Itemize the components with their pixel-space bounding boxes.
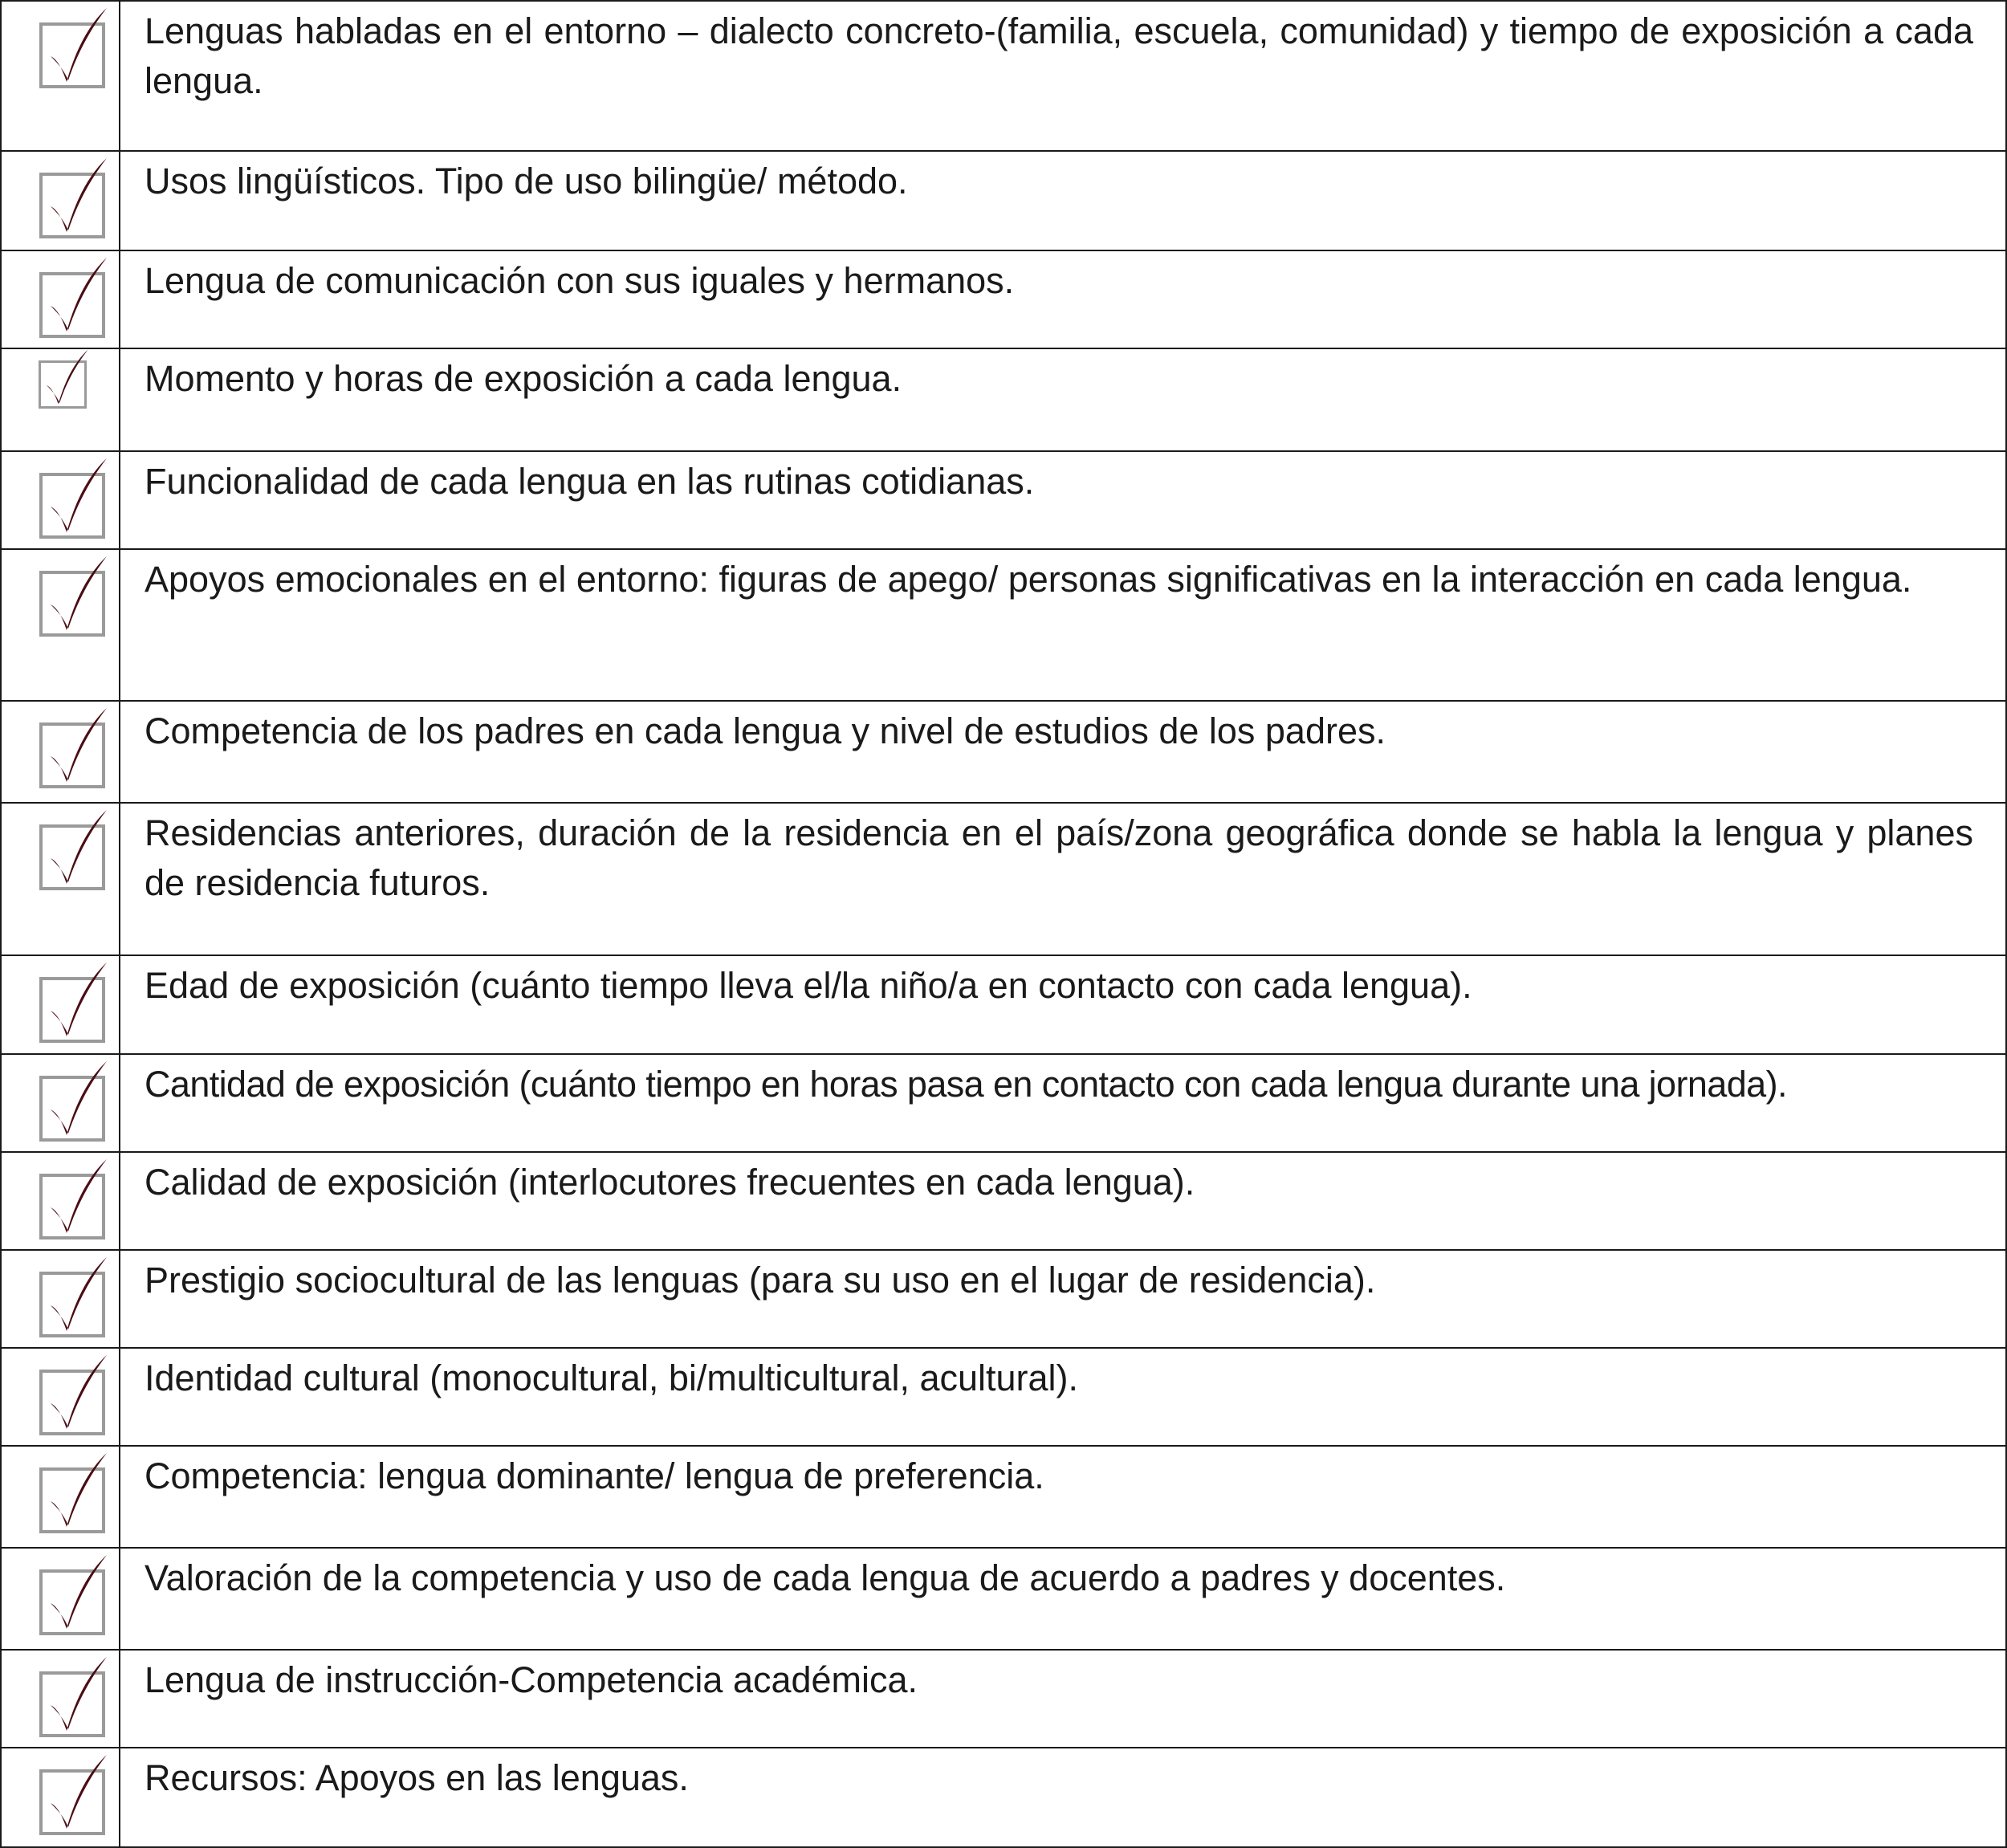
item-text: Valoración de la competencia y uso de cada lengua de acuerdo a padres y docentes. [120,1548,2006,1650]
checkbox[interactable] [39,1272,105,1337]
checkbox[interactable] [39,173,105,238]
checkmark-icon [47,961,108,1041]
item-text: Funcionalidad de cada lengua en las rutinas cotidianas. [120,451,2006,549]
checkbox-cell [1,701,120,803]
checklist-row [1,250,2006,348]
checklist-row [1,1748,2006,1847]
checkbox[interactable] [39,1076,105,1142]
checklist-row [1,1250,2006,1348]
checkmark-icon [47,256,108,336]
checkbox[interactable] [39,272,105,338]
item-text: Lengua de instrucción-Competencia académica. [120,1650,2006,1748]
item-text: Residencias anteriores, duración de la residencia en el país/zona geográfica donde se habla la lengua y planes de residencia futuros. [120,803,2006,955]
checkbox-cell [1,151,120,250]
checkmark-icon [47,1451,108,1532]
checkmark-icon [47,1553,108,1634]
checkbox-cell [1,1054,120,1152]
checkmark-icon [47,1060,108,1140]
item-text: Momento y horas de exposición a cada lengua. [120,348,2006,451]
checkbox[interactable] [39,1467,105,1533]
item-text: Cantidad de exposición (cuánto tiempo en horas pasa en contacto con cada lengua durante una jornada). [120,1054,2006,1152]
checkbox[interactable] [39,360,87,409]
checkbox[interactable] [39,977,105,1043]
checkbox-cell [1,1650,120,1748]
checklist-row [1,701,2006,803]
checklist-body [1,1,2006,1847]
checklist-row [1,549,2006,701]
checkbox[interactable] [39,824,105,890]
checklist-row [1,803,2006,955]
checklist-row [1,1152,2006,1250]
item-text: Competencia: lengua dominante/ lengua de preferencia. [120,1446,2006,1548]
checkbox[interactable] [39,1671,105,1737]
checklist-row [1,1054,2006,1152]
checklist-row [1,1,2006,151]
item-text: Identidad cultural (monocultural, bi/multicultural, acultural). [120,1348,2006,1446]
checkbox-cell [1,250,120,348]
checkmark-icon [47,1158,108,1238]
checkbox[interactable] [39,1569,105,1635]
checkmark-icon [47,1353,108,1434]
checkbox-cell [1,1446,120,1548]
checklist-row [1,1348,2006,1446]
checkbox-cell [1,348,120,451]
checkmark-icon [47,157,108,237]
checklist-row [1,1650,2006,1748]
checkbox-cell [1,451,120,549]
item-text: Competencia de los padres en cada lengua y nivel de estudios de los padres. [120,701,2006,803]
checklist-row [1,1446,2006,1548]
checkbox-cell [1,1152,120,1250]
checkbox[interactable] [39,22,105,88]
checkmark-icon [47,1655,108,1736]
checkmark-icon [47,1256,108,1336]
checkbox[interactable] [39,571,105,637]
checkbox[interactable] [39,473,105,539]
item-text: Lenguas habladas en el entorno – dialecto concreto-(familia, escuela, comunidad) y tiempo de exposición a cada lengua. [120,1,2006,151]
checkbox-cell [1,1348,120,1446]
checkbox-cell [1,803,120,955]
checkmark-icon [44,348,89,408]
checklist-row [1,1548,2006,1650]
item-text: Usos lingüísticos. Tipo de uso bilingüe/ método. [120,151,2006,250]
checkbox-cell [1,955,120,1054]
checkbox-cell [1,1250,120,1348]
checklist-row [1,451,2006,549]
item-text: Edad de exposición (cuánto tiempo lleva el/la niño/a en contacto con cada lengua). [120,955,2006,1054]
item-text: Prestigio sociocultural de las lenguas (para su uso en el lugar de residencia). [120,1250,2006,1348]
item-text: Lengua de comunicación con sus iguales y hermanos. [120,250,2006,348]
checkmark-icon [47,6,108,87]
item-text: Recursos: Apoyos en las lenguas. [120,1748,2006,1847]
checkmark-icon [47,808,108,889]
checkmark-icon [47,1753,108,1834]
checklist-row [1,151,2006,250]
checkmark-icon [47,706,108,787]
checkbox-cell [1,1748,120,1847]
checkmark-icon [47,555,108,635]
checkbox[interactable] [39,1769,105,1835]
checkbox[interactable] [39,723,105,788]
checklist-row [1,348,2006,451]
item-text: Calidad de exposición (interlocutores frecuentes en cada lengua). [120,1152,2006,1250]
checkbox[interactable] [39,1174,105,1239]
checkbox-cell [1,1,120,151]
checkmark-icon [47,457,108,537]
checkbox-cell [1,1548,120,1650]
checkbox-cell [1,549,120,701]
checklist-row [1,955,2006,1054]
checkbox[interactable] [39,1370,105,1435]
item-text: Apoyos emocionales en el entorno: figuras de apego/ personas significativas en la interacción en cada lengua. [120,549,2006,701]
